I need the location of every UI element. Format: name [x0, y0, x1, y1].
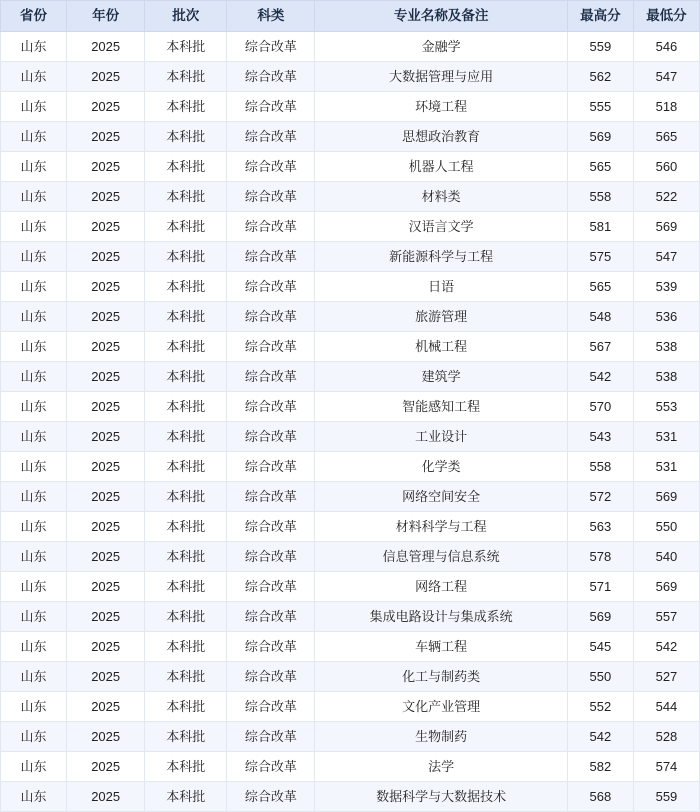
table-row — [1, 62, 700, 92]
cell-year: 2025 — [67, 482, 145, 512]
cell-province: 山东 — [1, 542, 67, 572]
cell-subject: 综合改革 — [227, 212, 315, 242]
cell-batch: 本科批 — [145, 212, 227, 242]
cell-major: 大数据管理与应用 — [315, 62, 567, 92]
cell-province: 山东 — [1, 182, 67, 212]
cell-highest-score: 559 — [567, 32, 633, 62]
cell-batch: 本科批 — [145, 752, 227, 782]
table-row — [1, 452, 700, 482]
cell-lowest-score: 565 — [633, 122, 699, 152]
cell-batch: 本科批 — [145, 302, 227, 332]
cell-year: 2025 — [67, 692, 145, 722]
cell-year: 2025 — [67, 362, 145, 392]
cell-province: 山东 — [1, 362, 67, 392]
cell-subject: 综合改革 — [227, 182, 315, 212]
cell-major: 文化产业管理 — [315, 692, 567, 722]
table-header — [1, 1, 700, 32]
cell-year: 2025 — [67, 392, 145, 422]
cell-lowest-score: 557 — [633, 602, 699, 632]
cell-province: 山东 — [1, 572, 67, 602]
cell-year: 2025 — [67, 62, 145, 92]
table-body — [1, 32, 700, 812]
column-header-highest-score: 最高分 — [567, 1, 633, 32]
cell-year: 2025 — [67, 662, 145, 692]
cell-lowest-score: 538 — [633, 362, 699, 392]
cell-year: 2025 — [67, 32, 145, 62]
table-row — [1, 122, 700, 152]
cell-batch: 本科批 — [145, 272, 227, 302]
cell-highest-score: 558 — [567, 182, 633, 212]
cell-highest-score: 542 — [567, 722, 633, 752]
cell-major: 汉语言文学 — [315, 212, 567, 242]
cell-batch: 本科批 — [145, 242, 227, 272]
cell-batch: 本科批 — [145, 692, 227, 722]
cell-lowest-score: 560 — [633, 152, 699, 182]
cell-batch: 本科批 — [145, 122, 227, 152]
cell-province: 山东 — [1, 242, 67, 272]
cell-province: 山东 — [1, 152, 67, 182]
cell-year: 2025 — [67, 542, 145, 572]
cell-highest-score: 569 — [567, 602, 633, 632]
table-row — [1, 512, 700, 542]
cell-year: 2025 — [67, 182, 145, 212]
cell-lowest-score: 553 — [633, 392, 699, 422]
cell-subject: 综合改革 — [227, 452, 315, 482]
table-row — [1, 182, 700, 212]
cell-province: 山东 — [1, 422, 67, 452]
cell-major: 新能源科学与工程 — [315, 242, 567, 272]
cell-year: 2025 — [67, 782, 145, 812]
cell-subject: 综合改革 — [227, 392, 315, 422]
cell-highest-score: 567 — [567, 332, 633, 362]
cell-highest-score: 565 — [567, 272, 633, 302]
cell-batch: 本科批 — [145, 62, 227, 92]
cell-subject: 综合改革 — [227, 692, 315, 722]
cell-subject: 综合改革 — [227, 782, 315, 812]
cell-year: 2025 — [67, 242, 145, 272]
cell-province: 山东 — [1, 272, 67, 302]
cell-major: 材料科学与工程 — [315, 512, 567, 542]
cell-subject: 综合改革 — [227, 302, 315, 332]
cell-province: 山东 — [1, 302, 67, 332]
column-header-subject: 科类 — [227, 1, 315, 32]
table-row — [1, 212, 700, 242]
cell-subject: 综合改革 — [227, 122, 315, 152]
cell-province: 山东 — [1, 32, 67, 62]
cell-province: 山东 — [1, 662, 67, 692]
cell-lowest-score: 531 — [633, 452, 699, 482]
cell-highest-score: 563 — [567, 512, 633, 542]
cell-subject: 综合改革 — [227, 362, 315, 392]
cell-highest-score: 550 — [567, 662, 633, 692]
cell-province: 山东 — [1, 722, 67, 752]
header-row — [1, 1, 700, 32]
cell-highest-score: 562 — [567, 62, 633, 92]
cell-year: 2025 — [67, 332, 145, 362]
table-row — [1, 152, 700, 182]
table-row — [1, 632, 700, 662]
cell-highest-score: 552 — [567, 692, 633, 722]
cell-subject: 综合改革 — [227, 92, 315, 122]
cell-batch: 本科批 — [145, 482, 227, 512]
cell-batch: 本科批 — [145, 572, 227, 602]
cell-batch: 本科批 — [145, 362, 227, 392]
cell-major: 机器人工程 — [315, 152, 567, 182]
cell-batch: 本科批 — [145, 632, 227, 662]
cell-major: 材料类 — [315, 182, 567, 212]
table-row — [1, 722, 700, 752]
cell-highest-score: 571 — [567, 572, 633, 602]
cell-highest-score: 569 — [567, 122, 633, 152]
cell-major: 化工与制药类 — [315, 662, 567, 692]
cell-lowest-score: 550 — [633, 512, 699, 542]
cell-subject: 综合改革 — [227, 572, 315, 602]
table-row — [1, 572, 700, 602]
cell-subject: 综合改革 — [227, 332, 315, 362]
column-header-lowest-score: 最低分 — [633, 1, 699, 32]
cell-year: 2025 — [67, 272, 145, 302]
cell-lowest-score: 522 — [633, 182, 699, 212]
cell-subject: 综合改革 — [227, 62, 315, 92]
table-row — [1, 542, 700, 572]
cell-lowest-score: 547 — [633, 242, 699, 272]
cell-major: 智能感知工程 — [315, 392, 567, 422]
cell-province: 山东 — [1, 512, 67, 542]
cell-lowest-score: 527 — [633, 662, 699, 692]
cell-year: 2025 — [67, 92, 145, 122]
table-row — [1, 242, 700, 272]
cell-subject: 综合改革 — [227, 752, 315, 782]
cell-province: 山东 — [1, 92, 67, 122]
cell-batch: 本科批 — [145, 542, 227, 572]
table-row — [1, 272, 700, 302]
cell-lowest-score: 544 — [633, 692, 699, 722]
table-row — [1, 422, 700, 452]
cell-subject: 综合改革 — [227, 632, 315, 662]
table-row — [1, 32, 700, 62]
cell-year: 2025 — [67, 632, 145, 662]
cell-lowest-score: 531 — [633, 422, 699, 452]
cell-major: 网络空间安全 — [315, 482, 567, 512]
cell-lowest-score: 536 — [633, 302, 699, 332]
cell-batch: 本科批 — [145, 392, 227, 422]
cell-province: 山东 — [1, 782, 67, 812]
cell-major: 金融学 — [315, 32, 567, 62]
cell-batch: 本科批 — [145, 782, 227, 812]
cell-year: 2025 — [67, 422, 145, 452]
cell-batch: 本科批 — [145, 152, 227, 182]
cell-subject: 综合改革 — [227, 152, 315, 182]
cell-province: 山东 — [1, 122, 67, 152]
cell-lowest-score: 547 — [633, 62, 699, 92]
cell-subject: 综合改革 — [227, 242, 315, 272]
cell-highest-score: 568 — [567, 782, 633, 812]
cell-year: 2025 — [67, 122, 145, 152]
table-row — [1, 92, 700, 122]
cell-year: 2025 — [67, 212, 145, 242]
column-header-year: 年份 — [67, 1, 145, 32]
cell-province: 山东 — [1, 62, 67, 92]
cell-highest-score: 565 — [567, 152, 633, 182]
cell-province: 山东 — [1, 452, 67, 482]
cell-highest-score: 570 — [567, 392, 633, 422]
cell-lowest-score: 538 — [633, 332, 699, 362]
table-row — [1, 782, 700, 812]
cell-subject: 综合改革 — [227, 602, 315, 632]
cell-lowest-score: 546 — [633, 32, 699, 62]
cell-batch: 本科批 — [145, 452, 227, 482]
cell-lowest-score: 539 — [633, 272, 699, 302]
cell-province: 山东 — [1, 692, 67, 722]
cell-batch: 本科批 — [145, 32, 227, 62]
cell-year: 2025 — [67, 152, 145, 182]
cell-subject: 综合改革 — [227, 722, 315, 752]
cell-highest-score: 543 — [567, 422, 633, 452]
cell-batch: 本科批 — [145, 332, 227, 362]
cell-province: 山东 — [1, 602, 67, 632]
cell-lowest-score: 569 — [633, 212, 699, 242]
cell-major: 集成电路设计与集成系统 — [315, 602, 567, 632]
cell-batch: 本科批 — [145, 512, 227, 542]
cell-major: 数据科学与大数据技术 — [315, 782, 567, 812]
cell-year: 2025 — [67, 452, 145, 482]
cell-major: 法学 — [315, 752, 567, 782]
cell-year: 2025 — [67, 572, 145, 602]
cell-lowest-score: 518 — [633, 92, 699, 122]
cell-province: 山东 — [1, 212, 67, 242]
cell-major: 工业设计 — [315, 422, 567, 452]
cell-year: 2025 — [67, 722, 145, 752]
cell-lowest-score: 569 — [633, 572, 699, 602]
cell-subject: 综合改革 — [227, 482, 315, 512]
cell-subject: 综合改革 — [227, 272, 315, 302]
cell-subject: 综合改革 — [227, 422, 315, 452]
cell-major: 化学类 — [315, 452, 567, 482]
cell-highest-score: 548 — [567, 302, 633, 332]
cell-subject: 综合改革 — [227, 662, 315, 692]
cell-major: 思想政治教育 — [315, 122, 567, 152]
cell-major: 环境工程 — [315, 92, 567, 122]
table-row — [1, 482, 700, 512]
cell-province: 山东 — [1, 392, 67, 422]
cell-subject: 综合改革 — [227, 542, 315, 572]
cell-lowest-score: 574 — [633, 752, 699, 782]
column-header-batch: 批次 — [145, 1, 227, 32]
column-header-major: 专业名称及备注 — [315, 1, 567, 32]
cell-province: 山东 — [1, 752, 67, 782]
column-header-province: 省份 — [1, 1, 67, 32]
table-row — [1, 692, 700, 722]
cell-major: 信息管理与信息系统 — [315, 542, 567, 572]
cell-major: 生物制药 — [315, 722, 567, 752]
cell-major: 车辆工程 — [315, 632, 567, 662]
table-row — [1, 332, 700, 362]
cell-highest-score: 545 — [567, 632, 633, 662]
cell-highest-score: 572 — [567, 482, 633, 512]
cell-batch: 本科批 — [145, 422, 227, 452]
cell-major: 日语 — [315, 272, 567, 302]
cell-year: 2025 — [67, 302, 145, 332]
cell-lowest-score: 569 — [633, 482, 699, 512]
cell-batch: 本科批 — [145, 662, 227, 692]
cell-year: 2025 — [67, 512, 145, 542]
cell-batch: 本科批 — [145, 182, 227, 212]
table-row — [1, 302, 700, 332]
cell-lowest-score: 542 — [633, 632, 699, 662]
cell-batch: 本科批 — [145, 722, 227, 752]
cell-highest-score: 555 — [567, 92, 633, 122]
cell-year: 2025 — [67, 752, 145, 782]
cell-lowest-score: 559 — [633, 782, 699, 812]
table-row — [1, 602, 700, 632]
cell-highest-score: 582 — [567, 752, 633, 782]
cell-province: 山东 — [1, 632, 67, 662]
cell-highest-score: 578 — [567, 542, 633, 572]
cell-highest-score: 581 — [567, 212, 633, 242]
table-row — [1, 752, 700, 782]
cell-major: 网络工程 — [315, 572, 567, 602]
cell-lowest-score: 528 — [633, 722, 699, 752]
cell-subject: 综合改革 — [227, 32, 315, 62]
cell-lowest-score: 540 — [633, 542, 699, 572]
cell-major: 建筑学 — [315, 362, 567, 392]
table-row — [1, 392, 700, 422]
cell-highest-score: 558 — [567, 452, 633, 482]
cell-batch: 本科批 — [145, 92, 227, 122]
cell-major: 旅游管理 — [315, 302, 567, 332]
table-row — [1, 362, 700, 392]
cell-highest-score: 542 — [567, 362, 633, 392]
cell-province: 山东 — [1, 482, 67, 512]
cell-province: 山东 — [1, 332, 67, 362]
table-row — [1, 662, 700, 692]
cell-year: 2025 — [67, 602, 145, 632]
cell-subject: 综合改革 — [227, 512, 315, 542]
cell-major: 机械工程 — [315, 332, 567, 362]
cell-highest-score: 575 — [567, 242, 633, 272]
cell-batch: 本科批 — [145, 602, 227, 632]
